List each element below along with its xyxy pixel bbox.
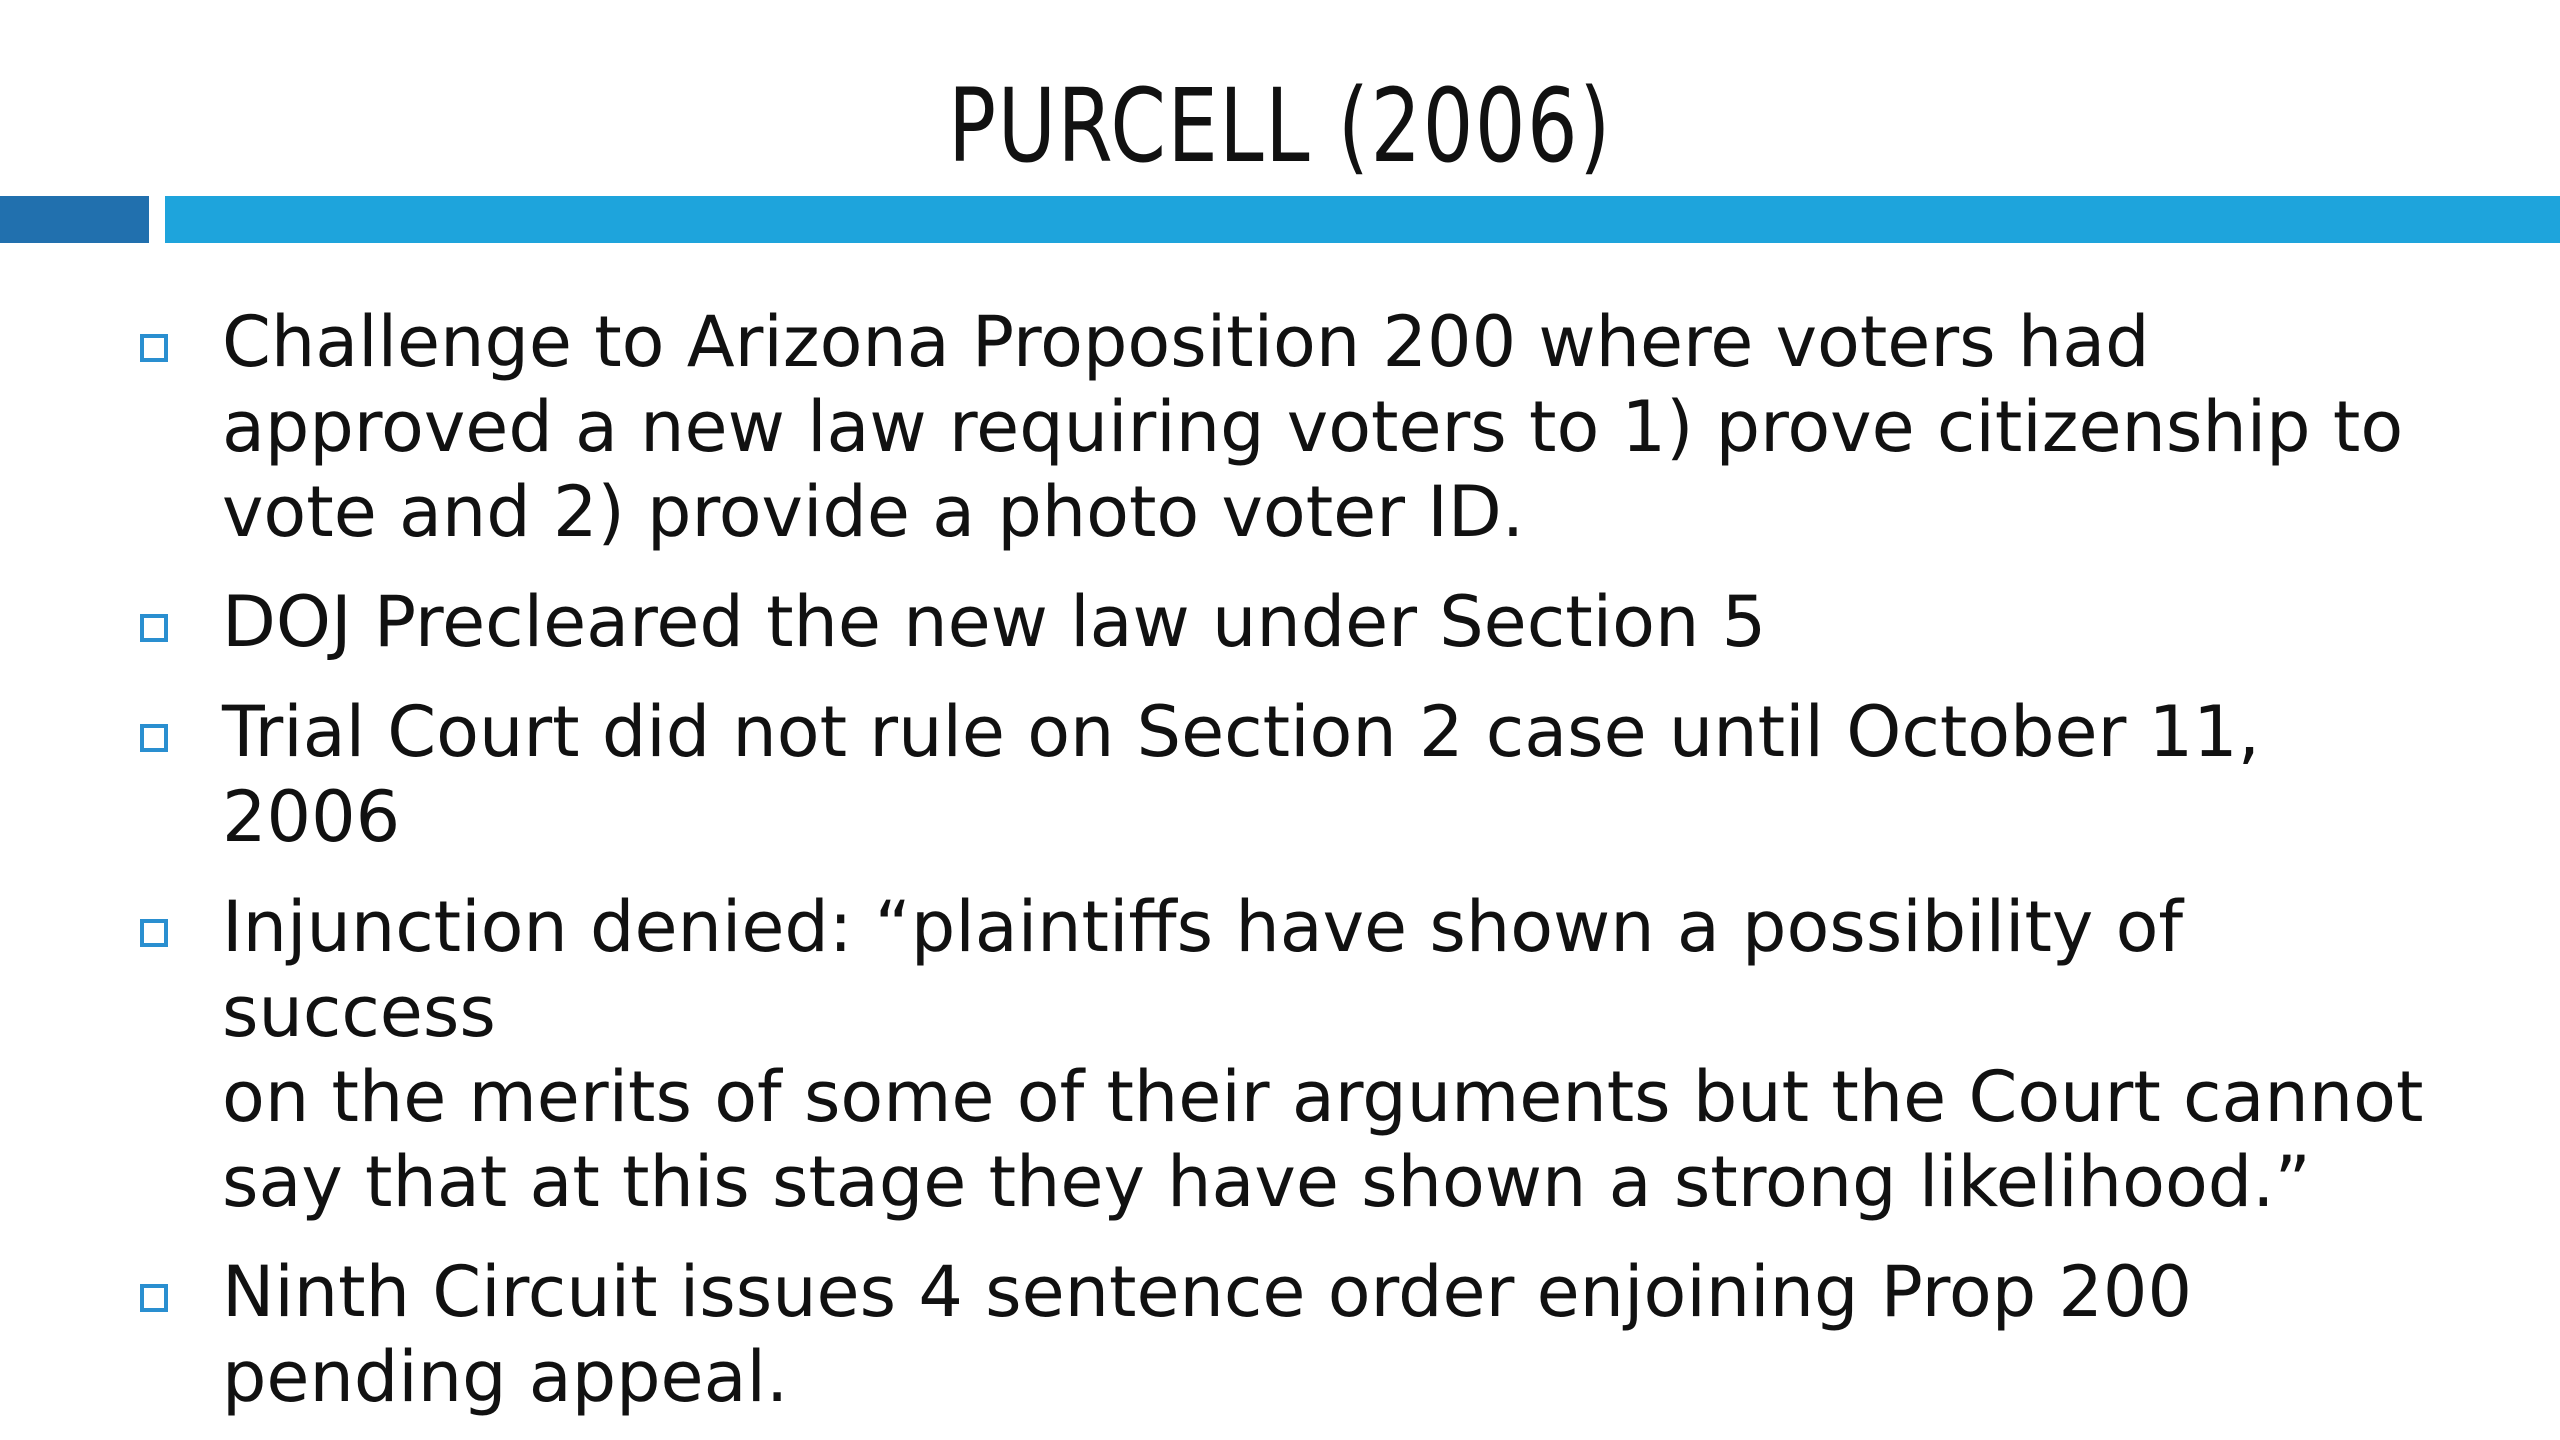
bullet-text: DOJ Precleared the new law under Section 5 bbox=[222, 581, 1767, 663]
title-accent-bar-left bbox=[0, 196, 149, 243]
bullet-text: Trial Court did not rule on Section 2 case until October 11, 2006 bbox=[222, 691, 2260, 858]
hollow-square-icon bbox=[140, 614, 168, 642]
bullet-text: Injunction denied: “plaintiffs have shown a possibility of success on the merits of some of their arguments but the Court cannot say that at this stage they have shown a strong likelihood.” bbox=[222, 886, 2424, 1223]
slide-title: PURCELL (2006) bbox=[948, 67, 1612, 186]
bullet-item bbox=[0, 1250, 2560, 1420]
bullet-text: Ninth Circuit issues 4 sentence order enjoining Prop 200 pending appeal. bbox=[222, 1251, 2192, 1418]
bullet-item bbox=[0, 885, 2560, 1225]
hollow-square-icon bbox=[140, 1284, 168, 1312]
hollow-square-icon bbox=[140, 334, 168, 362]
bullet-item bbox=[0, 690, 2560, 860]
hollow-square-icon bbox=[140, 919, 168, 947]
hollow-square-icon bbox=[140, 724, 168, 752]
title-accent-bar-right bbox=[165, 196, 2560, 243]
bullet-item bbox=[0, 300, 2560, 555]
bullet-text: Challenge to Arizona Proposition 200 where voters had approved a new law requiring voters to 1) prove citizenship to vote and 2) provide a photo voter ID. bbox=[222, 301, 2404, 553]
bullet-item bbox=[0, 580, 2560, 665]
bullet-list bbox=[0, 300, 2560, 1440]
